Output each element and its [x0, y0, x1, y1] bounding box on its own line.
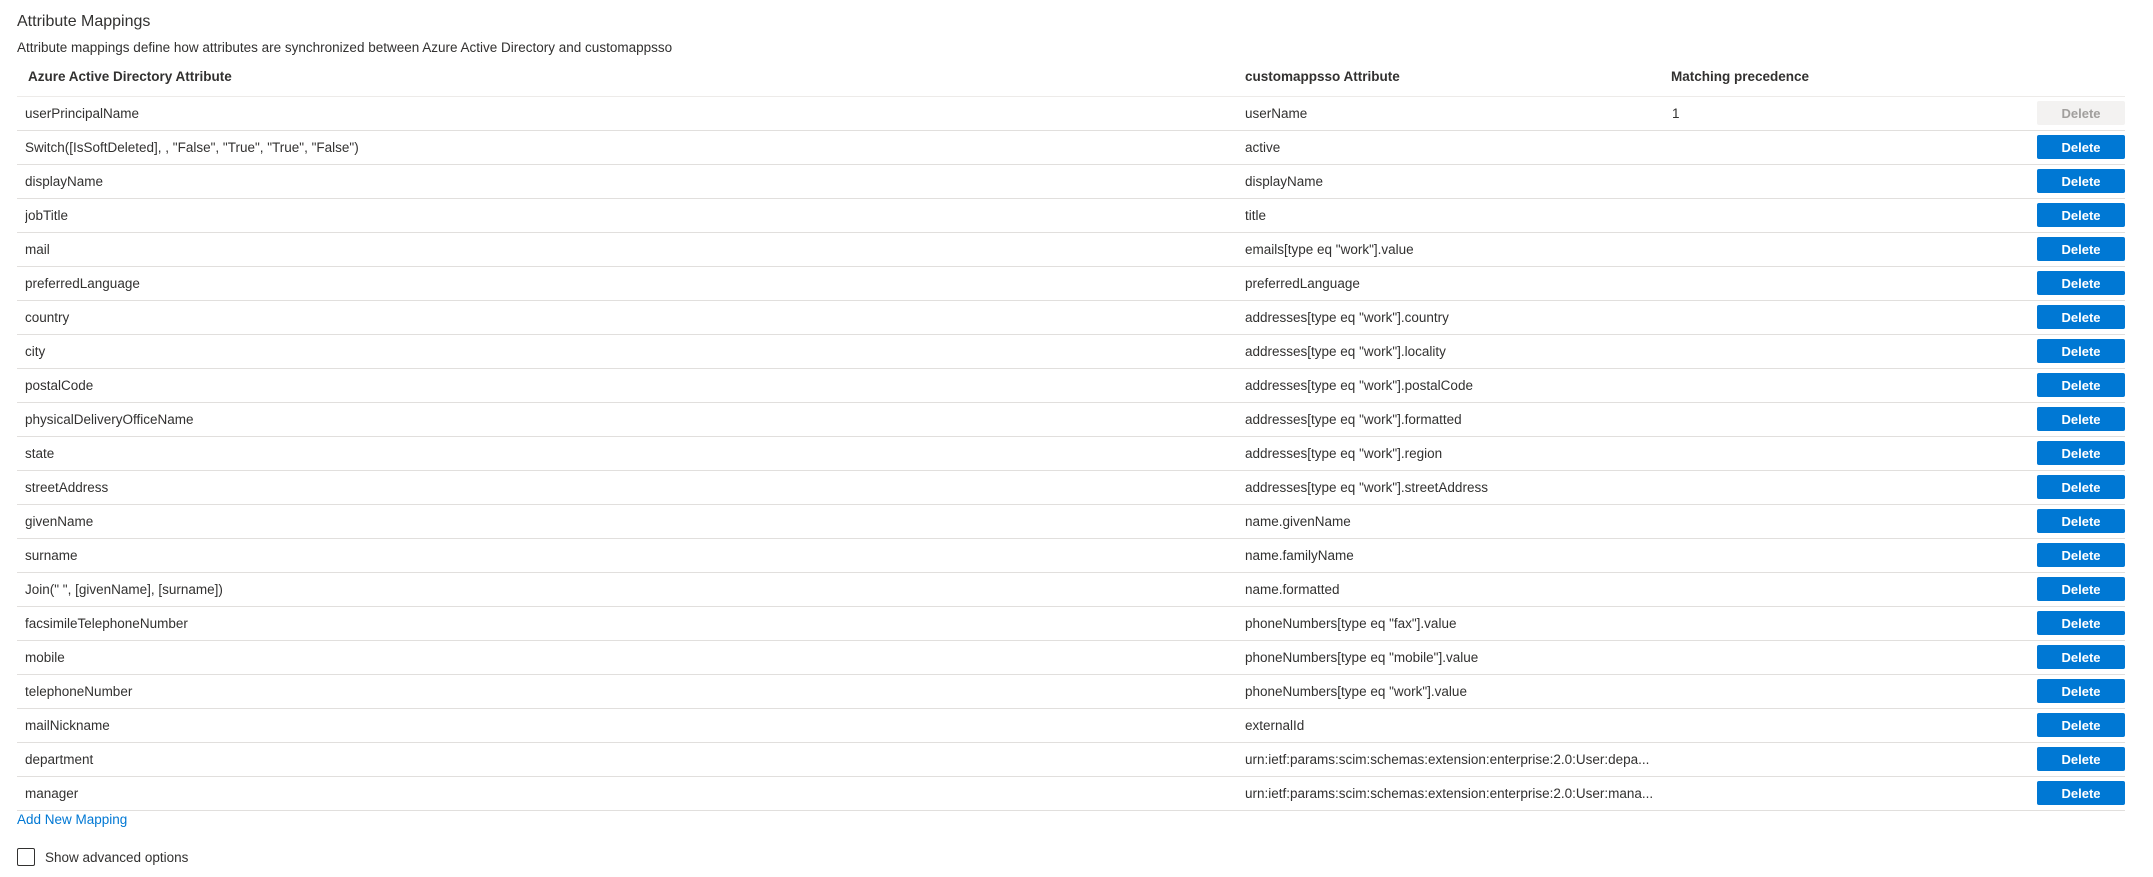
table-row[interactable] [17, 709, 2125, 743]
target-attribute-cell[interactable]: addresses[type eq "work"].locality [1245, 344, 1446, 359]
delete-button[interactable]: Delete [2037, 713, 2125, 737]
source-attribute-cell[interactable]: userPrincipalName [25, 106, 140, 121]
section-title: Attribute Mappings [17, 13, 151, 30]
table-row[interactable] [17, 301, 2125, 335]
target-attribute-cell[interactable]: addresses[type eq "work"].region [1245, 446, 1443, 461]
target-attribute-cell[interactable]: phoneNumbers[type eq "work"].value [1245, 684, 1467, 699]
table-row[interactable] [17, 471, 2125, 505]
delete-button[interactable]: Delete [2037, 135, 2125, 159]
source-attribute-cell[interactable]: facsimileTelephoneNumber [25, 616, 188, 631]
target-attribute-cell[interactable]: urn:ietf:params:scim:schemas:extension:enterprise:2.0:User:depa... [1245, 752, 1650, 767]
table-row[interactable] [17, 369, 2125, 403]
source-attribute-cell[interactable]: surname [25, 548, 78, 563]
target-attribute-cell[interactable]: emails[type eq "work"].value [1245, 242, 1414, 257]
source-attribute-cell[interactable]: postalCode [25, 378, 94, 393]
source-attribute-cell[interactable]: physicalDeliveryOfficeName [25, 412, 194, 427]
mappings-table [17, 97, 2125, 811]
add-new-mapping-link[interactable]: Add New Mapping [17, 812, 128, 827]
table-row[interactable] [17, 675, 2125, 709]
table-row[interactable] [17, 335, 2125, 369]
source-attribute-cell[interactable]: Switch([IsSoftDeleted], , "False", "True", "True", "False") [25, 140, 359, 155]
matching-precedence-cell: 1 [1672, 106, 1680, 121]
delete-button[interactable]: Delete [2037, 169, 2125, 193]
source-attribute-cell[interactable]: department [25, 752, 94, 767]
source-attribute-cell[interactable]: givenName [25, 514, 94, 529]
source-attribute-cell[interactable]: jobTitle [25, 208, 69, 223]
delete-button: Delete [2037, 101, 2125, 125]
target-attribute-cell[interactable]: addresses[type eq "work"].postalCode [1245, 378, 1473, 393]
delete-button[interactable]: Delete [2037, 407, 2125, 431]
target-attribute-cell[interactable]: phoneNumbers[type eq "mobile"].value [1245, 650, 1479, 665]
header-matching-precedence: Matching precedence [1671, 69, 1810, 84]
delete-button[interactable]: Delete [2037, 747, 2125, 771]
delete-button[interactable]: Delete [2037, 679, 2125, 703]
source-attribute-cell[interactable]: mail [25, 242, 50, 257]
target-attribute-cell[interactable]: active [1245, 140, 1281, 155]
source-attribute-cell[interactable]: telephoneNumber [25, 684, 133, 699]
target-attribute-cell[interactable]: displayName [1245, 174, 1324, 189]
table-row[interactable] [17, 777, 2125, 811]
target-attribute-cell[interactable]: addresses[type eq "work"].country [1245, 310, 1449, 325]
source-attribute-cell[interactable]: city [25, 344, 46, 359]
table-row[interactable] [17, 131, 2125, 165]
source-attribute-cell[interactable]: mailNickname [25, 718, 110, 733]
table-row[interactable] [17, 165, 2125, 199]
target-attribute-cell[interactable]: title [1245, 208, 1267, 223]
delete-button[interactable]: Delete [2037, 611, 2125, 635]
delete-button[interactable]: Delete [2037, 645, 2125, 669]
table-row[interactable] [17, 539, 2125, 573]
delete-button[interactable]: Delete [2037, 781, 2125, 805]
table-header [17, 66, 2125, 97]
table-row[interactable] [17, 437, 2125, 471]
source-attribute-cell[interactable]: displayName [25, 174, 104, 189]
target-attribute-cell[interactable]: preferredLanguage [1245, 276, 1360, 291]
target-attribute-cell[interactable]: name.givenName [1245, 514, 1351, 529]
target-attribute-cell[interactable]: userName [1245, 106, 1308, 121]
target-attribute-cell[interactable]: name.familyName [1245, 548, 1354, 563]
table-row[interactable] [17, 97, 2125, 131]
delete-button[interactable]: Delete [2037, 509, 2125, 533]
table-row[interactable] [17, 743, 2125, 777]
table-row[interactable] [17, 199, 2125, 233]
target-attribute-cell[interactable]: addresses[type eq "work"].formatted [1245, 412, 1462, 427]
advanced-options [17, 848, 188, 866]
table-row[interactable] [17, 641, 2125, 675]
delete-button[interactable]: Delete [2037, 305, 2125, 329]
show-advanced-options-label: Show advanced options [45, 849, 189, 865]
target-attribute-cell[interactable]: addresses[type eq "work"].streetAddress [1245, 480, 1488, 495]
table-row[interactable] [17, 403, 2125, 437]
table-row[interactable] [17, 267, 2125, 301]
target-attribute-cell[interactable]: phoneNumbers[type eq "fax"].value [1245, 616, 1457, 631]
show-advanced-options-checkbox[interactable] [17, 848, 35, 866]
delete-button[interactable]: Delete [2037, 203, 2125, 227]
table-row[interactable] [17, 573, 2125, 607]
source-attribute-cell[interactable]: Join(" ", [givenName], [surname]) [25, 582, 223, 597]
header-source-attribute: Azure Active Directory Attribute [28, 69, 232, 84]
target-attribute-cell[interactable]: externalId [1245, 718, 1305, 733]
delete-button[interactable]: Delete [2037, 475, 2125, 499]
source-attribute-cell[interactable]: mobile [25, 650, 65, 665]
target-attribute-cell[interactable]: urn:ietf:params:scim:schemas:extension:enterprise:2.0:User:mana... [1245, 786, 1654, 801]
delete-button[interactable]: Delete [2037, 441, 2125, 465]
section-description: Attribute mappings define how attributes are synchronized between Azure Active Directory and customappsso [17, 40, 673, 55]
table-row[interactable] [17, 505, 2125, 539]
source-attribute-cell[interactable]: preferredLanguage [25, 276, 140, 291]
table-row[interactable] [17, 233, 2125, 267]
delete-button[interactable]: Delete [2037, 339, 2125, 363]
source-attribute-cell[interactable]: manager [25, 786, 79, 801]
header-target-attribute: customappsso Attribute [1245, 69, 1400, 84]
source-attribute-cell[interactable]: state [25, 446, 55, 461]
source-attribute-cell[interactable]: streetAddress [25, 480, 109, 495]
table-row[interactable] [17, 607, 2125, 641]
delete-button[interactable]: Delete [2037, 577, 2125, 601]
delete-button[interactable]: Delete [2037, 271, 2125, 295]
delete-button[interactable]: Delete [2037, 237, 2125, 261]
delete-button[interactable]: Delete [2037, 543, 2125, 567]
delete-button[interactable]: Delete [2037, 373, 2125, 397]
target-attribute-cell[interactable]: name.formatted [1245, 582, 1340, 597]
source-attribute-cell[interactable]: country [25, 310, 70, 325]
